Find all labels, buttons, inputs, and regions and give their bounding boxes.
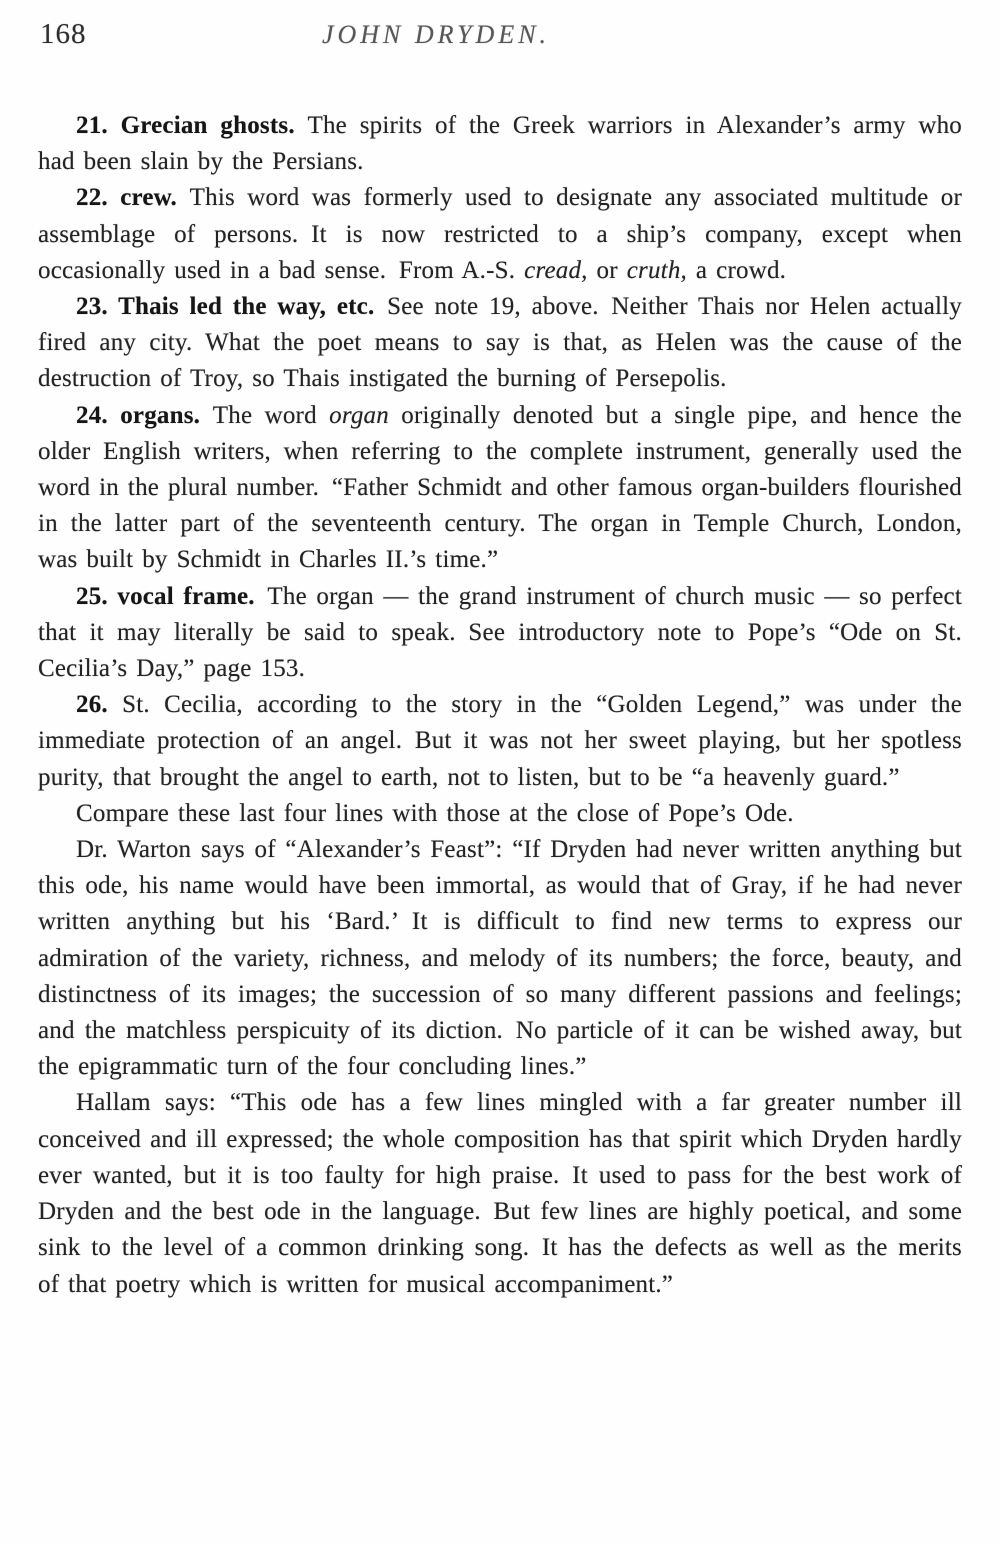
text-run-bold: 25. vocal frame. [76,582,255,610]
text-run-normal: Hallam says: “This ode has a few lines mingled with a far greater number ill conceived and ill expressed; the whole composition has that spirit which Dryden hardly ever wanted, but it is too faulty for high praise. It used to pass for the best work of Dryden and the best ode in the language. But few lines are highly poetical, and some sink to the level of a common drinking song. It has the defects as well as the merits of that poetry which is written for musical accompaniment.” [38,1089,962,1298]
paragraph [38,180,962,289]
text-run-bold: 26. [76,691,108,719]
text-run-italic: cruth, [626,256,687,284]
text-run-bold: 21. Grecian ghosts. [76,112,295,139]
text-run-normal: a crowd. [686,256,787,284]
paragraph [38,687,962,796]
page-body [38,108,962,1303]
text-run-italic: organ [329,401,389,429]
paragraph [38,398,962,579]
text-run-normal: The organ — the grand instrument of church music — so perfect that it may literally be said to speak. See introductory note to Pope’s “Ode on St. Cecilia’s Day,” page 153. [38,582,962,683]
paragraph [38,796,962,832]
text-run-normal: See note 19, above. Neither Thais nor Helen actually fired any city. What the poet means to say is that, as Helen was the cause of the destruction of Troy, so Thais instigated the burning of Persepolis. [38,293,962,393]
text-run-bold: 24. organs. [76,401,201,429]
text-run-normal: The word [200,401,330,429]
text-run-normal: or [587,256,627,284]
page-number: 168 [40,18,87,50]
paragraph [38,289,962,398]
text-run-normal: Compare these last four lines with those at the close of Pope’s Ode. [76,799,794,827]
paragraph [38,108,962,180]
text-run-normal: originally denoted but a single pipe, and hence the older English writers, when referring to the complete instrument, generally used the word in the plural number. “Father Schmidt and other famous organ-builders flourished in the latter part of the seventeenth century. The organ in Temple Church, London, was built by Schmidt in Charles II.’s time.” [38,401,962,574]
text-run-normal: Dr. Warton says of “Alexander’s Feast”: “If Dryden had never written anything but this ode, his name would have been immortal, as would that of Gray, if he had never written anything but his ‘Bard.’ It is difficult to find new terms to express our admiration of the variety, richness, and melody of its numbers; the force, beauty, and distinctness of its images; the succession of so many different passions and feelings; and the matchless perspicuity of its diction. No particle of it can be wished away, but the epigrammatic turn of the four concluding lines.” [38,836,962,1081]
text-run-normal: The spirits of the Greek warriors in Alexander’s army who had been slain by the Persians. [38,112,962,176]
text-run-normal: St. Cecilia, according to the story in the “Golden Legend,” was under the immediate protection of an angel. But it was not her sweet playing, but her spotless purity, that brought the angel to earth, not to listen, but to be “a heavenly guard.” [38,691,962,791]
page-header [38,18,962,64]
running-head: JOHN DRYDEN. [321,20,551,49]
paragraph [38,832,962,1085]
paragraph [38,579,962,688]
text-run-normal: This word was formerly used to designate any associated multitude or assemblage of persons. It is now restricted to a ship’s company, except when occasionally used in a bad sense. From A.-S. [38,184,962,284]
text-run-italic: cread, [524,256,588,284]
text-run-bold: 22. crew. [76,184,177,212]
text-run-bold: 23. Thais led the way, etc. [76,293,375,321]
paragraph [38,1085,962,1302]
